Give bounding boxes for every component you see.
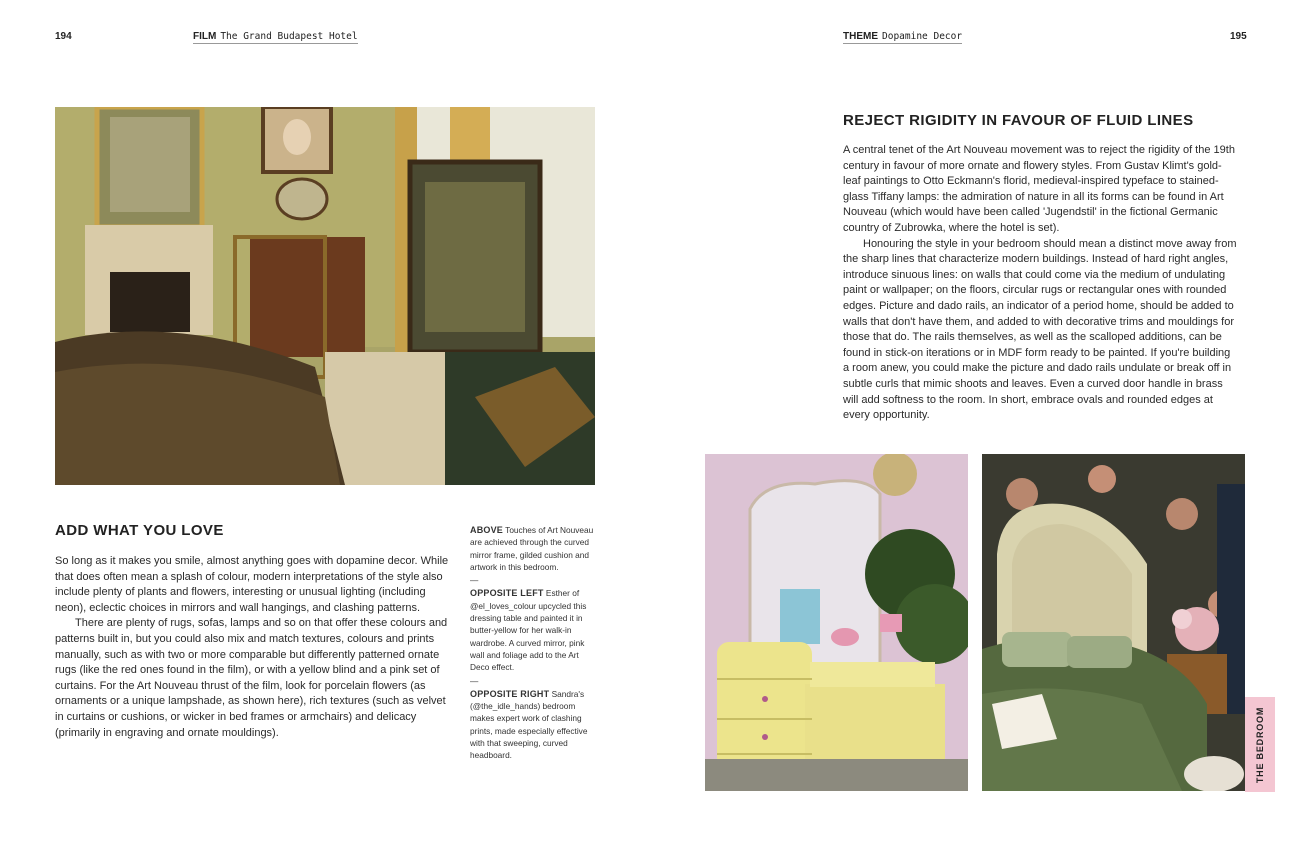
body-paragraph: So long as it makes you smile, almost anything goes with dopamine decor. While that does often mean a splash of colour, modern interpretations of the style also include plenty of plants and flowers, interesting or unusual lighting (including neon), eclectic choices in mirrors and wall hangings, and clashing patterns. (55, 555, 449, 614)
right-section-heading: REJECT RIGIDITY IN FAVOUR OF FLUID LINES (843, 112, 1194, 129)
right-page-number: 195 (1230, 31, 1247, 42)
body-paragraph: Honouring the style in your bedroom should mean a distinct move away from the sharp lines that characterize modern buildings. Instead of hard right angles, introduce sinuous lines: on walls that could come via the medium of undulating paint or wallpaper; on the floors, circular rugs or rectangular ones with rounded edges. Picture and dado rails, an indicator of a period home, should be added to walls that don't have them, and added to with decorative trims and mouldings for those that do. The rails themselves, as well as the scalloped additions, can be found in stick-on iterations or in MDF form ready to be painted. If you're building a room anew, you could make the picture and dado rails undulate or break off in subtle curls that mimic shoots and leaves. Even a curved door handle in brass will add softness to the room. In short, embrace ovals and rounded edges at every opportunity. (843, 237, 1237, 422)
left-body-text (55, 554, 450, 741)
left-page-number: 194 (55, 31, 72, 42)
section-tab (1245, 697, 1275, 792)
running-head-title: Dopamine Decor (882, 31, 963, 42)
caption-text: Sandra's (@the_idle_hands) bedroom makes expert work of clashing prints, made especially effective with that sweeping, curved headboard. (470, 688, 588, 761)
bedroom-photo (55, 107, 595, 485)
running-head-label: THEME (843, 31, 878, 42)
left-section-heading: ADD WHAT YOU LOVE (55, 522, 224, 539)
running-head-label: FILM (193, 31, 217, 42)
right-running-head (843, 31, 962, 44)
caption-opposite-left (470, 587, 598, 673)
caption-label: ABOVE (470, 525, 504, 535)
photo-captions (470, 524, 598, 762)
caption-text: Touches of Art Nouveau are achieved through the curved mirror frame, gilded cushion and artwork in this bedroom. (470, 525, 594, 572)
caption-label: OPPOSITE RIGHT (470, 688, 550, 699)
caption-text: Esther of @el_loves_colour upcycled this dressing table and painted it in butter-yellow for her walk-in wardrobe. A curved mirror, pink wall and foliage add to the Art Deco effect. (470, 588, 587, 673)
caption-separator: — (470, 575, 479, 586)
caption-label: OPPOSITE LEFT (470, 588, 544, 599)
body-paragraph: A central tenet of the Art Nouveau movement was to reject the rigidity of the 19th century in favour of more ornate and flowery styles. From Gustav Klimt's gold-leaf paintings to Otto Eckmann's florid, medieval-inspired typeface to stained-glass Tiffany lamps: the admiration of nature in all its forms can be found in Art Nouveau (which would have been called 'Jugendstil' in the fictional Germanic country of Zubrowka, where the hotel is set). (843, 144, 1235, 234)
caption-separator: — (470, 675, 479, 686)
right-body-text (843, 143, 1238, 424)
caption-opposite-right (470, 688, 598, 762)
caption-above (470, 524, 598, 573)
dressing-table-photo (705, 454, 968, 791)
body-paragraph: There are plenty of rugs, sofas, lamps and so on that offer these colours and patterns built in, but you could also mix and match textures, colours and prints manually, such as with two or more comparable but differently patterned ornate rugs (like the red ones found in the film), or with a yellow blind and a pink set of curtains. For the Art Nouveau thrust of the film, look for porcelain flowers (as ornaments or a unique lampshade, as shown here), rich textures (such as velvet in curtains or cushions, or wicker in bed frames or armchairs) and delicacy (primarily in engraving and ornate mouldings). (55, 617, 448, 739)
curved-headboard-photo (982, 454, 1245, 791)
running-head-title: The Grand Budapest Hotel (220, 31, 358, 42)
left-running-head (193, 31, 358, 44)
section-tab-label: THE BEDROOM (1255, 706, 1265, 783)
